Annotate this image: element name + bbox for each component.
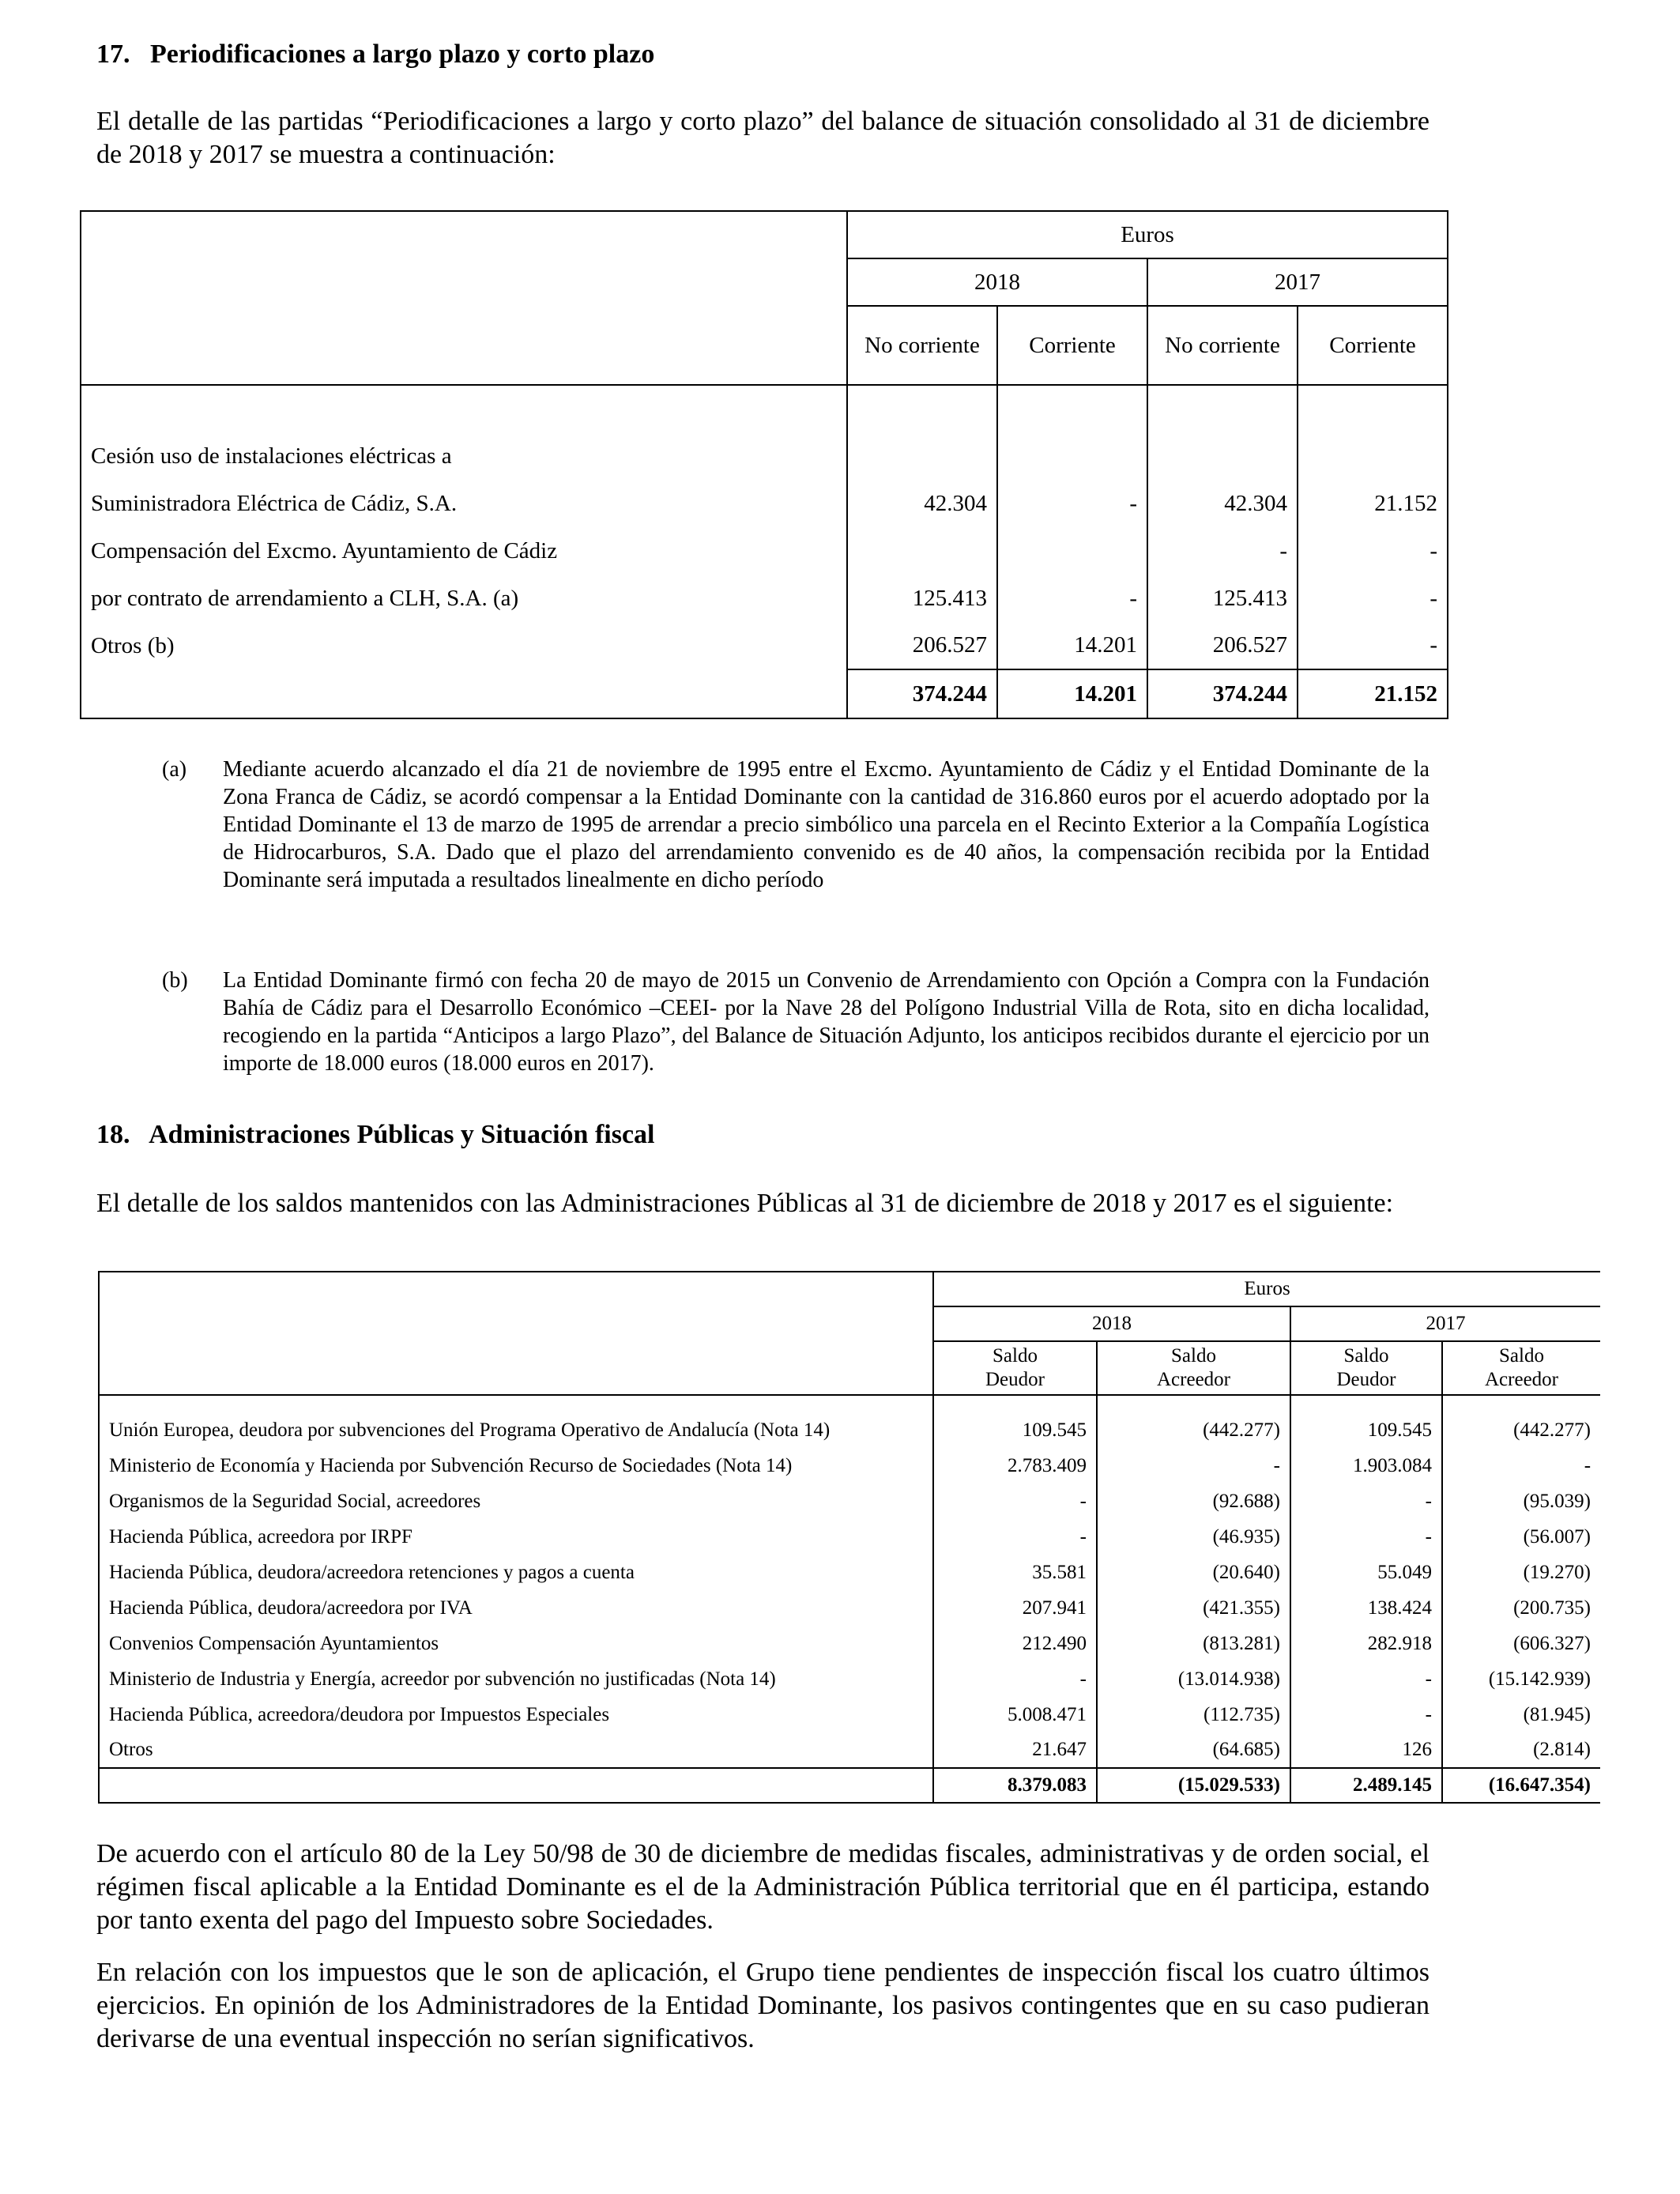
table-row: Ministerio de Economía y Hacienda por Subvención Recurso de Sociedades (Nota 14) 2.783.409 - 1.903.084 - bbox=[99, 1448, 1600, 1483]
row-label: Cesión uso de instalaciones eléctricas a bbox=[91, 443, 452, 469]
total-row: 8.379.083 (15.029.533) 2.489.145 (16.647.354) bbox=[99, 1768, 1600, 1803]
note-a-mark: (a) bbox=[162, 757, 187, 782]
currency-header: Euros bbox=[847, 211, 1448, 258]
table-row: Unión Europea, deudora por subvenciones del Programa Operativo de Andalucía (Nota 14) 109.545 (442.277) 109.545 (442.277) bbox=[99, 1412, 1600, 1448]
row-label: Organismos de la Seguridad Social, acreedores bbox=[109, 1490, 481, 1512]
row-label: Hacienda Pública, deudora/acreedora retenciones y pagos a cuenta bbox=[109, 1561, 635, 1583]
table-row: Suministradora Eléctrica de Cádiz, S.A. 42.304 - 42.304 21.152 bbox=[81, 480, 1448, 527]
table-row: Compensación del Excmo. Ayuntamiento de Cádiz - - bbox=[81, 527, 1448, 575]
row-label: Hacienda Pública, acreedora por IRPF bbox=[109, 1525, 412, 1547]
col-saldo-deudor-2018: Saldo Deudor bbox=[933, 1341, 1097, 1395]
note-a-text: Mediante acuerdo alcanzado el día 21 de noviembre de 1995 entre el Excmo. Ayuntamiento de Cádiz y el Entidad Dominante de la Zona Franca de Cádiz, se acordó compensar a la Entidad Dominante con la cantidad de 316.860 euros por el acuerdo adoptado por la Entidad Dominante el 13 de marzo de 1995 de arrendar a precio simbólico una parcela en el Recinto Exterior a la Compañía Logística de Hidrocarburos, S.A. Dado que el plazo del arrendamiento convenido es de 40 años, la compensación recibida por la Entidad Dominante será imputada a resultados linealmente en dicho período bbox=[223, 757, 1430, 892]
table-row: Hacienda Pública, acreedora por IRPF - (46.935) - (56.007) bbox=[99, 1519, 1600, 1555]
col-saldo-acreedor-2018: Saldo Acreedor bbox=[1097, 1341, 1290, 1395]
table-row: Otros 21.647 (64.685) 126 (2.814) bbox=[99, 1732, 1600, 1768]
year-2018-header: 2018 bbox=[847, 258, 1147, 306]
row-label: Compensación del Excmo. Ayuntamiento de Cádiz bbox=[91, 537, 558, 564]
section-18-heading: 18. Administraciones Públicas y Situación fiscal bbox=[96, 1120, 655, 1149]
col-saldo-deudor-2017: Saldo Deudor bbox=[1290, 1341, 1442, 1395]
table-row: por contrato de arrendamiento a CLH, S.A. (a) 125.413 - 125.413 - bbox=[81, 575, 1448, 622]
total-row: 374.244 14.201 374.244 21.152 bbox=[81, 669, 1448, 718]
currency-header: Euros bbox=[933, 1272, 1600, 1306]
section-18-intro: El detalle de los saldos mantenidos con las Administraciones Públicas al 31 de diciembre de 2018 y 2017 es el siguiente: bbox=[96, 1189, 1394, 1218]
table-row: Otros (b) 206.527 14.201 206.527 - bbox=[81, 622, 1448, 669]
year-2017-header: 2017 bbox=[1147, 258, 1448, 306]
row-label: Otros (b) bbox=[91, 632, 175, 658]
table-row: Convenios Compensación Ayuntamientos 212.490 (813.281) 282.918 (606.327) bbox=[99, 1626, 1600, 1661]
row-label: Hacienda Pública, acreedora/deudora por Impuestos Especiales bbox=[109, 1703, 610, 1725]
table-header-empty bbox=[99, 1272, 933, 1395]
table-row: Hacienda Pública, acreedora/deudora por Impuestos Especiales 5.008.471 (112.735) - (81.945) bbox=[99, 1697, 1600, 1732]
col-corriente-2018: Corriente bbox=[997, 306, 1147, 385]
section-18-paragraph-1: De acuerdo con el artículo 80 de la Ley 50/98 de 30 de diciembre de medidas fiscales, administrativas y de orden social, el régimen fiscal aplicable a la Entidad Dominante es el de la Administración Pública territorial que en él participa, estando por tanto exenta del pago del Impuesto sobre Sociedades. bbox=[96, 1839, 1430, 1935]
row-label: Ministerio de Industria y Energía, acreedor por subvención no justificadas (Nota 14) bbox=[109, 1668, 776, 1690]
year-2018-header: 2018 bbox=[933, 1306, 1290, 1341]
col-corriente-2017: Corriente bbox=[1298, 306, 1448, 385]
row-label: Otros bbox=[109, 1739, 153, 1760]
table-row: Organismos de la Seguridad Social, acreedores - (92.688) - (95.039) bbox=[99, 1483, 1600, 1519]
section-17-heading: 17. Periodificaciones a largo plazo y corto plazo bbox=[96, 40, 655, 69]
note-b-mark: (b) bbox=[162, 968, 188, 993]
col-no-corriente-2018: No corriente bbox=[847, 306, 997, 385]
col-no-corriente-2017: No corriente bbox=[1147, 306, 1298, 385]
row-label: por contrato de arrendamiento a CLH, S.A. (a) bbox=[91, 585, 519, 611]
note-b-text: La Entidad Dominante firmó con fecha 20 de mayo de 2015 un Convenio de Arrendamiento con Opción a Compra con la Fundación Bahía de Cádiz para el Desarrollo Económico –CEEI- por la Nave 28 del Polígono Industrial Villa de Rota, sito en dicha localidad, recogiendo en la partida “Anticipos a largo Plazo”, del Balance de Situación Adjunto, los anticipos recibidos durante el ejercicio por un importe de 18.000 euros (18.000 euros en 2017). bbox=[223, 968, 1430, 1076]
table-header-empty bbox=[81, 211, 847, 385]
row-label: Unión Europea, deudora por subvenciones del Programa Operativo de Andalucía (Nota 14) bbox=[109, 1419, 831, 1441]
row-label: Ministerio de Economía y Hacienda por Subvención Recurso de Sociedades (Nota 14) bbox=[109, 1454, 793, 1476]
table-row: Hacienda Pública, deudora/acreedora por IVA 207.941 (421.355) 138.424 (200.735) bbox=[99, 1590, 1600, 1626]
table-spacer bbox=[81, 385, 847, 432]
periodificaciones-table bbox=[80, 210, 1448, 719]
table-row: Hacienda Pública, deudora/acreedora retenciones y pagos a cuenta 35.581 (20.640) 55.049 (19.270) bbox=[99, 1555, 1600, 1590]
section-18-paragraph-2: En relación con los impuestos que le son de aplicación, el Grupo tiene pendientes de inspección fiscal los cuatro últimos ejercicios. En opinión de los Administradores de la Entidad Dominante, los pasivos contingentes que en su caso pudieran derivarse de una eventual inspección no serían significativos. bbox=[96, 1958, 1430, 2053]
section-17-intro: El detalle de las partidas “Periodificaciones a largo y corto plazo” del balance de situación consolidado al 31 de diciembre de 2018 y 2017 se muestra a continuación: bbox=[96, 107, 1430, 169]
row-label: Convenios Compensación Ayuntamientos bbox=[109, 1632, 439, 1654]
col-saldo-acreedor-2017: Saldo Acreedor bbox=[1442, 1341, 1600, 1395]
table-row bbox=[81, 432, 1448, 480]
row-label: Hacienda Pública, deudora/acreedora por IVA bbox=[109, 1596, 473, 1619]
table-row: Ministerio de Industria y Energía, acreedor por subvención no justificadas (Nota 14) - (13.014.938) - (15.142.939) bbox=[99, 1661, 1600, 1697]
year-2017-header: 2017 bbox=[1290, 1306, 1600, 1341]
administraciones-table bbox=[98, 1271, 1600, 1804]
row-label: Suministradora Eléctrica de Cádiz, S.A. bbox=[91, 490, 458, 516]
